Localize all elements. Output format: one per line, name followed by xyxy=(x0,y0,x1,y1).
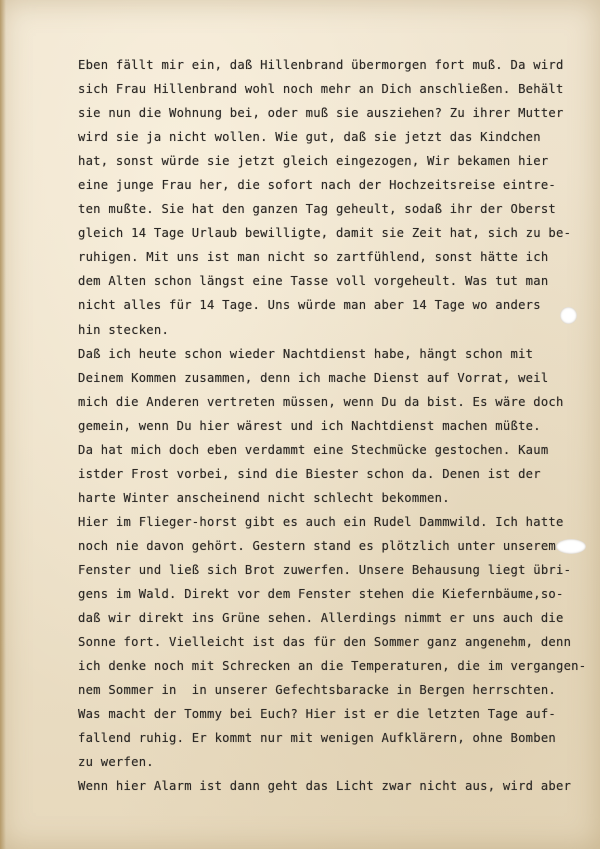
text-line: ich denke noch mit Schrecken an die Temperaturen, die im vergangen- xyxy=(78,659,587,674)
text-line: gemein, wenn Du hier wärest und ich Nachtdienst machen müßte. xyxy=(78,418,541,433)
text-line: noch nie davon gehört. Gestern stand es plötzlich unter unserem xyxy=(78,538,557,553)
text-line: ruhigen. Mit uns ist man nicht so zartfühlend, sonst hätte ich xyxy=(78,250,549,265)
text-line: eine junge Frau her, die sofort nach der Hochzeitsreise eintre- xyxy=(78,178,557,193)
text-line: hat, sonst würde sie jetzt gleich eingezogen, Wir bekamen hier xyxy=(78,154,549,169)
text-line: harte Winter anscheinend nicht schlecht bekommen. xyxy=(78,490,450,505)
text-line: Daß ich heute schon wieder Nachtdienst habe, hängt schon mit xyxy=(78,346,534,361)
text-line: Sonne fort. Vielleicht ist das für den Sommer ganz angenehm, denn xyxy=(78,635,572,650)
text-line: Hier im Flieger-horst gibt es auch ein Rudel Dammwild. Ich hatte xyxy=(78,514,564,529)
punch-hole xyxy=(556,539,586,554)
text-line: sich Frau Hillenbrand wohl noch mehr an Dich anschließen. Behält xyxy=(78,82,564,97)
text-line: fallend ruhig. Er kommt nur mit wenigen Aufklärern, ohne Bomben xyxy=(78,731,557,746)
punch-hole xyxy=(560,307,577,324)
text-line: Eben fällt mir ein, daß Hillenbrand übermorgen fort muß. Da wird xyxy=(78,58,564,72)
text-line: dem Alten schon längst eine Tasse voll vorgeheult. Was tut man xyxy=(78,274,549,289)
text-line: gens im Wald. Direkt vor dem Fenster stehen die Kiefernbäume,so- xyxy=(78,587,564,602)
text-line: Fenster und ließ sich Brot zuwerfen. Unsere Behausung liegt übri- xyxy=(78,562,572,577)
text-line: zu werfen. xyxy=(78,755,154,770)
text-line: nicht alles für 14 Tage. Uns würde man aber 14 Tage wo anders xyxy=(78,298,541,313)
text-line: mich die Anderen vertreten müssen, wenn Du da bist. Es wäre doch xyxy=(78,394,564,409)
text-line: istder Frost vorbei, sind die Biester schon da. Denen ist der xyxy=(78,466,541,481)
text-line: sie nun die Wohnung bei, oder muß sie ausziehen? Zu ihrer Mutter xyxy=(78,106,564,121)
text-line: gleich 14 Tage Urlaub bewilligte, damit sie Zeit hat, sich zu be- xyxy=(78,226,572,241)
text-line: Was macht der Tommy bei Euch? Hier ist er die letzten Tage auf- xyxy=(78,707,557,722)
text-line: wird sie ja nicht wollen. Wie gut, daß sie jetzt das Kindchen xyxy=(78,130,541,145)
text-line: hin stecken. xyxy=(78,322,170,337)
text-line: Da hat mich doch eben verdammt eine Stechmücke gestochen. Kaum xyxy=(78,442,549,457)
text-line: ten mußte. Sie hat den ganzen Tag geheult, sodaß ihr der Oberst xyxy=(78,202,557,217)
typewritten-text xyxy=(78,53,587,798)
text-line: Wenn hier Alarm ist dann geht das Licht zwar nicht aus, wird aber xyxy=(78,779,572,794)
text-line: daß wir direkt ins Grüne sehen. Allerdings nimmt er uns auch die xyxy=(78,611,564,626)
page-edge-shadow xyxy=(0,0,6,849)
text-line: nem Sommer in in unserer Gefechtsbaracke in Bergen herrschten. xyxy=(78,683,557,698)
text-line: Deinem Kommen zusammen, denn ich mache Dienst auf Vorrat, weil xyxy=(78,370,549,385)
